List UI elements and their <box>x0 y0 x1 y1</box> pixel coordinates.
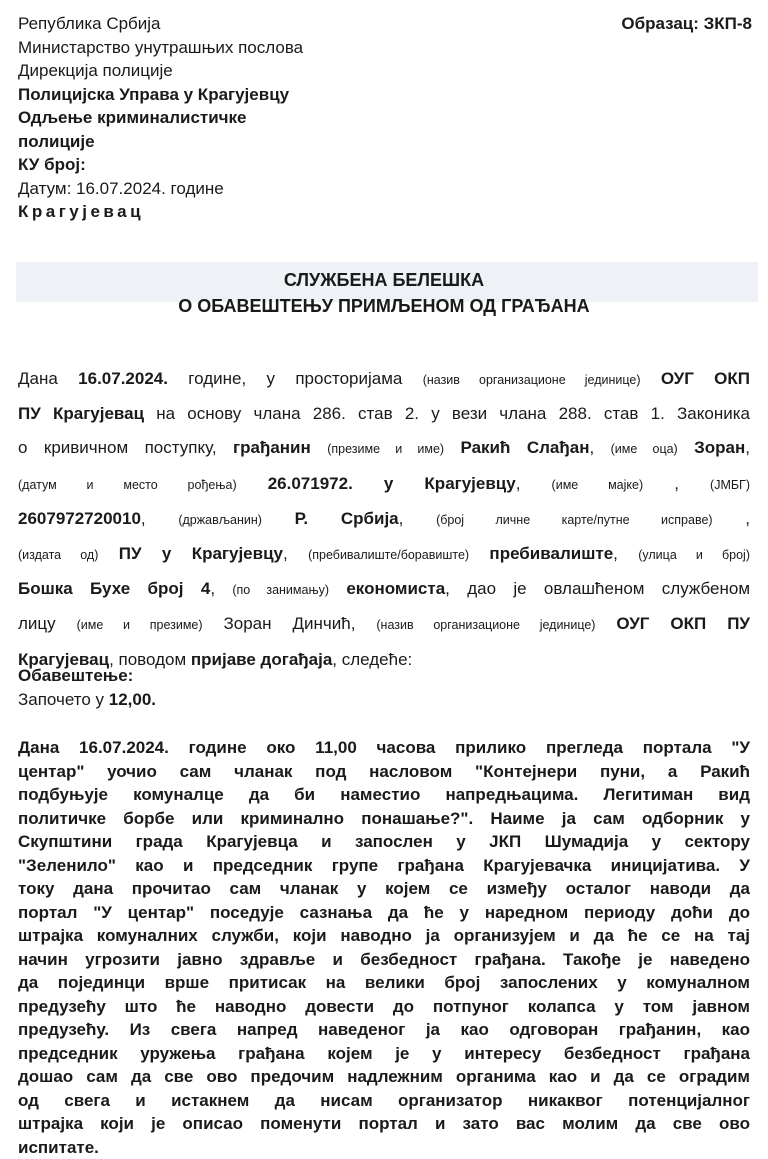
header-date-text: Датум: 16.07.2024. године <box>18 179 224 198</box>
document-title: СЛУЖБЕНА БЕЛЕШКА <box>0 268 768 292</box>
intro-line-3 <box>18 431 750 466</box>
intro-paragraph <box>18 362 750 677</box>
intro-line-1 <box>18 362 750 397</box>
notice-start <box>18 688 156 712</box>
text: лицу <box>18 614 77 633</box>
document-header <box>18 12 538 224</box>
text: , следеће: <box>332 650 412 669</box>
statement-line: штрајка комуналних служби, који наводно ја организујем и да ће се на тај <box>18 924 750 948</box>
father-name: Зоран <box>678 438 746 457</box>
text: на основу члана 286. став 2. у вези члана 288. став 1. Законика <box>144 404 750 423</box>
statement-line: портал "У центар" поседује сазнања да ће у наредном периоду доћи до <box>18 901 750 925</box>
header-date <box>18 177 538 201</box>
report-type: пријаве догађаја <box>191 650 332 669</box>
org-unit: ПУ Крагујевац <box>18 404 144 423</box>
intro-line-4 <box>18 467 750 502</box>
intro-line-8 <box>18 607 750 642</box>
text: , <box>399 509 436 528</box>
header-ministry: Министарство унутрашњих послова <box>18 36 538 60</box>
field-label: (по занимању) <box>232 583 329 597</box>
org-unit: ОУГ ОКП ПУ <box>595 614 750 633</box>
field-label: (име мајке) <box>552 478 644 492</box>
statement-line: штрајка који је описао поменути портал и зато вас молим да све ово <box>18 1112 750 1136</box>
field-label: (презиме и име) <box>327 442 444 456</box>
statement-line: председник уружења грађана којем је у интересу безбедност грађана <box>18 1042 750 1066</box>
field-label: (издата од) <box>18 548 98 562</box>
notice-label: Обавештење: <box>18 664 156 688</box>
statement-line: од свега и истакнем да нисам организатор никаквог потенцијалног <box>18 1089 750 1113</box>
notice-start-text: Започето у <box>18 690 109 709</box>
citizen-label: грађанин <box>233 438 311 457</box>
header-country: Република Србија <box>18 12 538 36</box>
text: , <box>613 544 638 563</box>
statement-line: Скупштини града Крагујевца и запослен у ЈКП Шумадија у сектору <box>18 830 750 854</box>
text: , дао је овлашћеном службеном <box>445 579 750 598</box>
statement-line: Дана 16.07.2024. године око 11,00 часова прилико прегледа портала "У <box>18 736 750 760</box>
text: , <box>589 438 610 457</box>
statement-line: да појединци врше притисак на велики број запослених у комуналном <box>18 971 750 995</box>
intro-line-6 <box>18 537 750 572</box>
statement-paragraph <box>18 736 750 1159</box>
officer-name: Зоран Динчић <box>203 614 351 633</box>
field-label: (датум и место рођења) <box>18 478 237 492</box>
field-label: (назив организационе јединице) <box>423 373 641 387</box>
text <box>311 438 327 457</box>
statement-line: предузећу што ће наводно довести до потпуног колапса у том јавном <box>18 995 750 1019</box>
field-label: (име оца) <box>611 442 678 456</box>
field-label: (улица и број) <box>638 548 750 562</box>
statement-line: центар" уочио сам чланак под насловом "Контејнери пуни, а Ракић <box>18 760 750 784</box>
text: , <box>713 509 750 528</box>
form-code: Образац: ЗКП-8 <box>621 14 752 34</box>
birth-date-place: 26.071972. у Крагујевцу <box>237 474 516 493</box>
residence: пребивалиште <box>469 544 613 563</box>
text: Дана <box>18 369 78 388</box>
text: , <box>745 438 750 457</box>
header-department: Одљење криминалистичке <box>18 106 538 130</box>
field-label: (пребивалиште/боравиште) <box>308 548 469 562</box>
statement-line: начин угрозити јавно здравље и безбедност грађана. Такође је наведено <box>18 948 750 972</box>
text: године, у просторијама <box>168 369 423 388</box>
statement-line: "Зеленило" као и председник групе грађана Крагујевачка иницијатива. У <box>18 854 750 878</box>
statement-line: подбуњује комуналце да би наместио напредњацима. Легитиман вид <box>18 783 750 807</box>
header-ku-number: КУ број: <box>18 153 538 177</box>
notice-block <box>18 664 156 712</box>
citizen-name: Ракић Слађан <box>444 438 589 457</box>
org-unit: Крагујевац <box>18 650 109 669</box>
date: 16.07.2024. <box>78 369 168 388</box>
org-unit: ОУГ ОКП <box>641 369 751 388</box>
intro-line-2 <box>18 397 750 431</box>
address: Бошка Бухе број 4 <box>18 579 210 598</box>
issuer: ПУ у Крагујевцу <box>98 544 283 563</box>
text: о кривичном поступку, <box>18 438 233 457</box>
statement-line: предузећу. Из свега напред наведеног ја као одговоран грађанин, као <box>18 1018 750 1042</box>
notice-start-time: 12,00. <box>109 690 156 709</box>
statement-line: политичке борбе или криминално понашање?". Наиме ја сам одборник у <box>18 807 750 831</box>
field-label: (ЈМБГ) <box>710 478 750 492</box>
text: , <box>141 509 178 528</box>
field-label: (број личне карте/путне исправе) <box>436 513 713 527</box>
text: , <box>283 544 308 563</box>
field-label: (назив организационе јединице) <box>376 618 595 632</box>
header-directorate: Дирекција полиције <box>18 59 538 83</box>
text: , <box>643 474 710 493</box>
intro-line-7 <box>18 572 750 607</box>
field-label: (држављанин) <box>178 513 262 527</box>
header-police-administration: Полицијска Управа у Крагујевцу <box>18 83 538 107</box>
header-city: Крагујевац <box>18 200 538 224</box>
text: , <box>210 579 232 598</box>
field-label: (име и презиме) <box>77 618 203 632</box>
statement-line: току дана прочитао сам чланак у којем се између осталог наводи да <box>18 877 750 901</box>
statement-line: дошао сам да све ово предочим надлежним органима као и да се оградим <box>18 1065 750 1089</box>
document-subtitle: О ОБАВЕШТЕЊУ ПРИМЉЕНОМ ОД ГРАЂАНА <box>0 294 768 318</box>
occupation: економиста <box>329 579 445 598</box>
text: , поводом <box>109 650 191 669</box>
jmbg: 2607972720010 <box>18 509 141 528</box>
text: , <box>351 614 377 633</box>
citizenship: Р. Србија <box>262 509 399 528</box>
header-department-cont: полиције <box>18 130 538 154</box>
text: , <box>516 474 552 493</box>
statement-line: испитате. <box>18 1136 750 1159</box>
intro-line-5 <box>18 502 750 537</box>
